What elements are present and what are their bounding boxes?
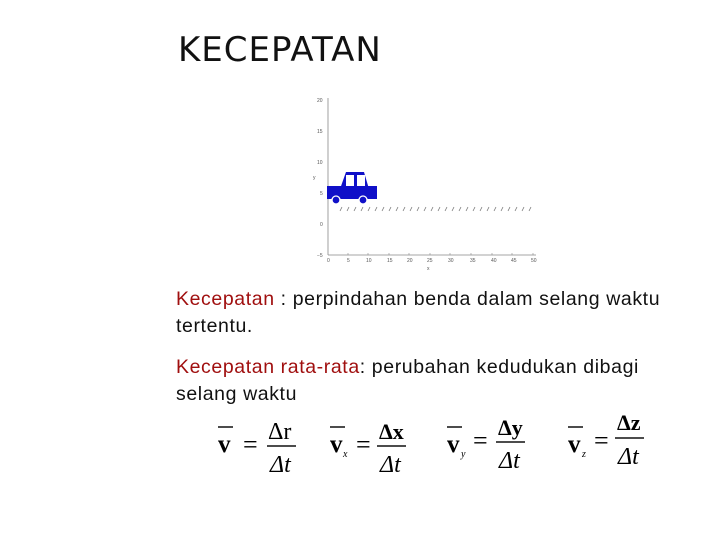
formula-subscript: z (582, 449, 586, 460)
formula-subscript: x (343, 449, 348, 460)
formula-equals: = (473, 426, 488, 455)
y-tick-labels (313, 98, 323, 259)
formula-svg (214, 412, 294, 478)
y-tick-label: 10 (317, 160, 323, 166)
formula-equals: = (243, 430, 258, 459)
formula-lhs: v (447, 431, 460, 458)
car-icon (327, 172, 377, 204)
formula-equals: = (356, 430, 371, 459)
x-tick-label: 20 (407, 258, 413, 264)
x-tick-label: 50 (531, 258, 537, 264)
car-motion-figure (300, 88, 550, 273)
formula-numerator: Δz (617, 410, 641, 435)
formula-subscript: y (461, 449, 466, 460)
formula-numerator: Δx (379, 419, 404, 444)
slide-title: KECEPATAN (178, 30, 382, 70)
y-tick-label: 0 (320, 222, 323, 228)
car-plot (300, 88, 550, 273)
formula-denominator: Δt (618, 444, 639, 470)
formula-denominator: Δt (380, 452, 401, 478)
formula-denominator: Δt (270, 452, 291, 478)
formula-velocity-z (564, 412, 646, 482)
formula-lhs: v (330, 431, 343, 458)
y-tick-label: 20 (317, 98, 323, 104)
definition-text: : perpindahan benda dalam selang waktu tertentu. (176, 288, 661, 337)
x-tick-labels (327, 258, 537, 272)
definition-kecepatan (176, 286, 696, 340)
x-tick-label: 30 (448, 258, 454, 264)
formula-velocity-x (326, 412, 408, 482)
y-tick-label: 15 (317, 129, 323, 135)
definition-term: Kecepatan (176, 288, 275, 310)
formula-svg (443, 412, 525, 478)
x-axis-label: x (427, 266, 430, 272)
x-tick-label: 15 (387, 258, 393, 264)
x-tick-label: 25 (427, 258, 433, 264)
x-tick-label: 45 (511, 258, 517, 264)
y-tick-label: 5 (320, 191, 323, 197)
formula-denominator: Δt (499, 448, 520, 474)
definition-text: : perubahan kedudukan dibagi selang waktu (176, 356, 639, 405)
formula-lhs: v (568, 431, 581, 458)
formula-velocity-y (443, 412, 525, 482)
formula-numerator: Δr (268, 419, 292, 445)
formula-equals: = (594, 426, 609, 455)
x-tick-label: 40 (491, 258, 497, 264)
formula-numerator: Δy (498, 415, 523, 440)
definition-term: Kecepatan rata-rata (176, 356, 360, 378)
formula-svg (564, 412, 646, 478)
formula-velocity (214, 412, 294, 482)
x-tick-label: 10 (366, 258, 372, 264)
x-tick-label: 5 (347, 258, 350, 264)
formula-lhs: v (218, 431, 231, 458)
y-tick-label: −5 (317, 253, 323, 259)
definition-kecepatan-rata-rata (176, 354, 696, 408)
trajectory-marks (340, 207, 531, 211)
x-tick-label: 0 (327, 258, 330, 264)
x-tick-label: 35 (470, 258, 476, 264)
formula-svg (326, 412, 408, 478)
y-axis-label: y (313, 175, 316, 181)
